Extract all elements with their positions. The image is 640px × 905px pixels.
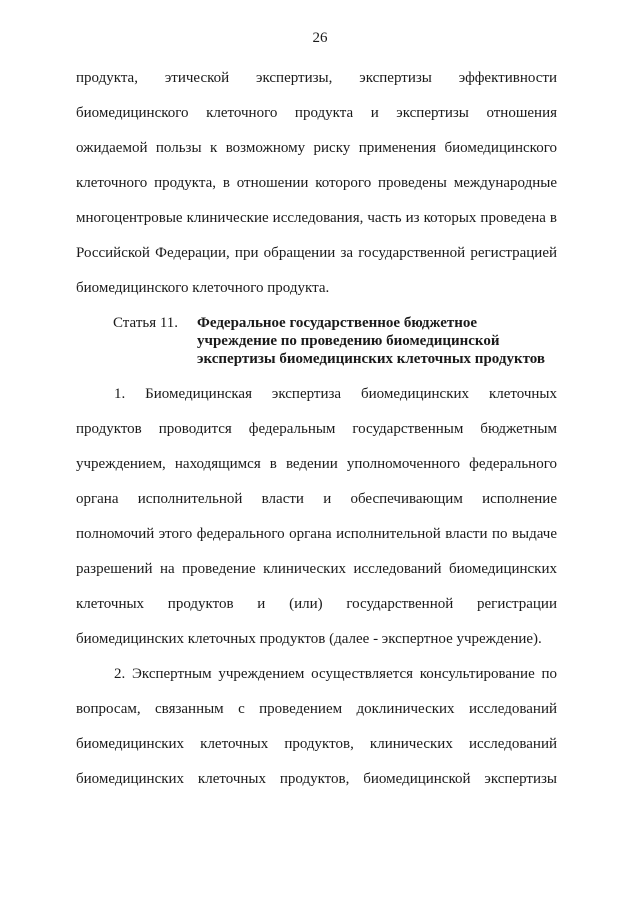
- text-line: вопросам, связанным с проведением доклинических исследований: [76, 701, 557, 717]
- text-line: 1. Биомедицинская экспертиза биомедицинских клеточных: [114, 386, 557, 402]
- text-line: биомедицинских клеточных продуктов (далее - экспертное учреждение).: [76, 631, 542, 647]
- text-line: биомедицинского клеточного продукта и экспертизы отношения: [76, 105, 557, 121]
- text-line: разрешений на проведение клинических исследований биомедицинских: [76, 561, 557, 577]
- text-line: продуктов проводится федеральным государственным бюджетным: [76, 421, 557, 437]
- text-line: биомедицинских клеточных продуктов, биомедицинской экспертизы: [76, 771, 557, 787]
- article-label: Статья 11.: [113, 315, 179, 331]
- text-line: биомедицинских клеточных продуктов, клинических исследований: [76, 736, 557, 752]
- article-title-line: Федеральное государственное бюджетное: [197, 315, 478, 331]
- text-line: учреждением, находящимся в ведении уполномоченного федерального: [76, 456, 557, 472]
- text-line: клеточных продуктов и (или) государственной регистрации: [76, 596, 557, 612]
- text-line: продукта, этической экспертизы, экспертизы эффективности: [76, 70, 557, 86]
- text-line: клеточного продукта, в отношении которого проведены международные: [76, 175, 557, 191]
- text-line: 2. Экспертным учреждением осуществляется консультирование по: [114, 666, 557, 682]
- text-line: ожидаемой пользы к возможному риску применения биомедицинского: [76, 140, 557, 156]
- article-title-line: экспертизы биомедицинских клеточных продуктов: [197, 351, 545, 367]
- article-title-line: учреждение по проведению биомедицинской: [197, 333, 500, 349]
- text-line: полномочий этого федерального органа исполнительной власти по выдаче: [76, 526, 557, 542]
- text-line: многоцентровые клинические исследования, часть из которых проведена в: [76, 210, 557, 226]
- text-line: Российской Федерации, при обращении за государственной регистрацией: [76, 245, 557, 261]
- text-line: биомедицинского клеточного продукта.: [76, 280, 330, 296]
- page-number: 26: [312, 30, 328, 46]
- text-line: органа исполнительной власти и обеспечивающим исполнение: [76, 491, 557, 507]
